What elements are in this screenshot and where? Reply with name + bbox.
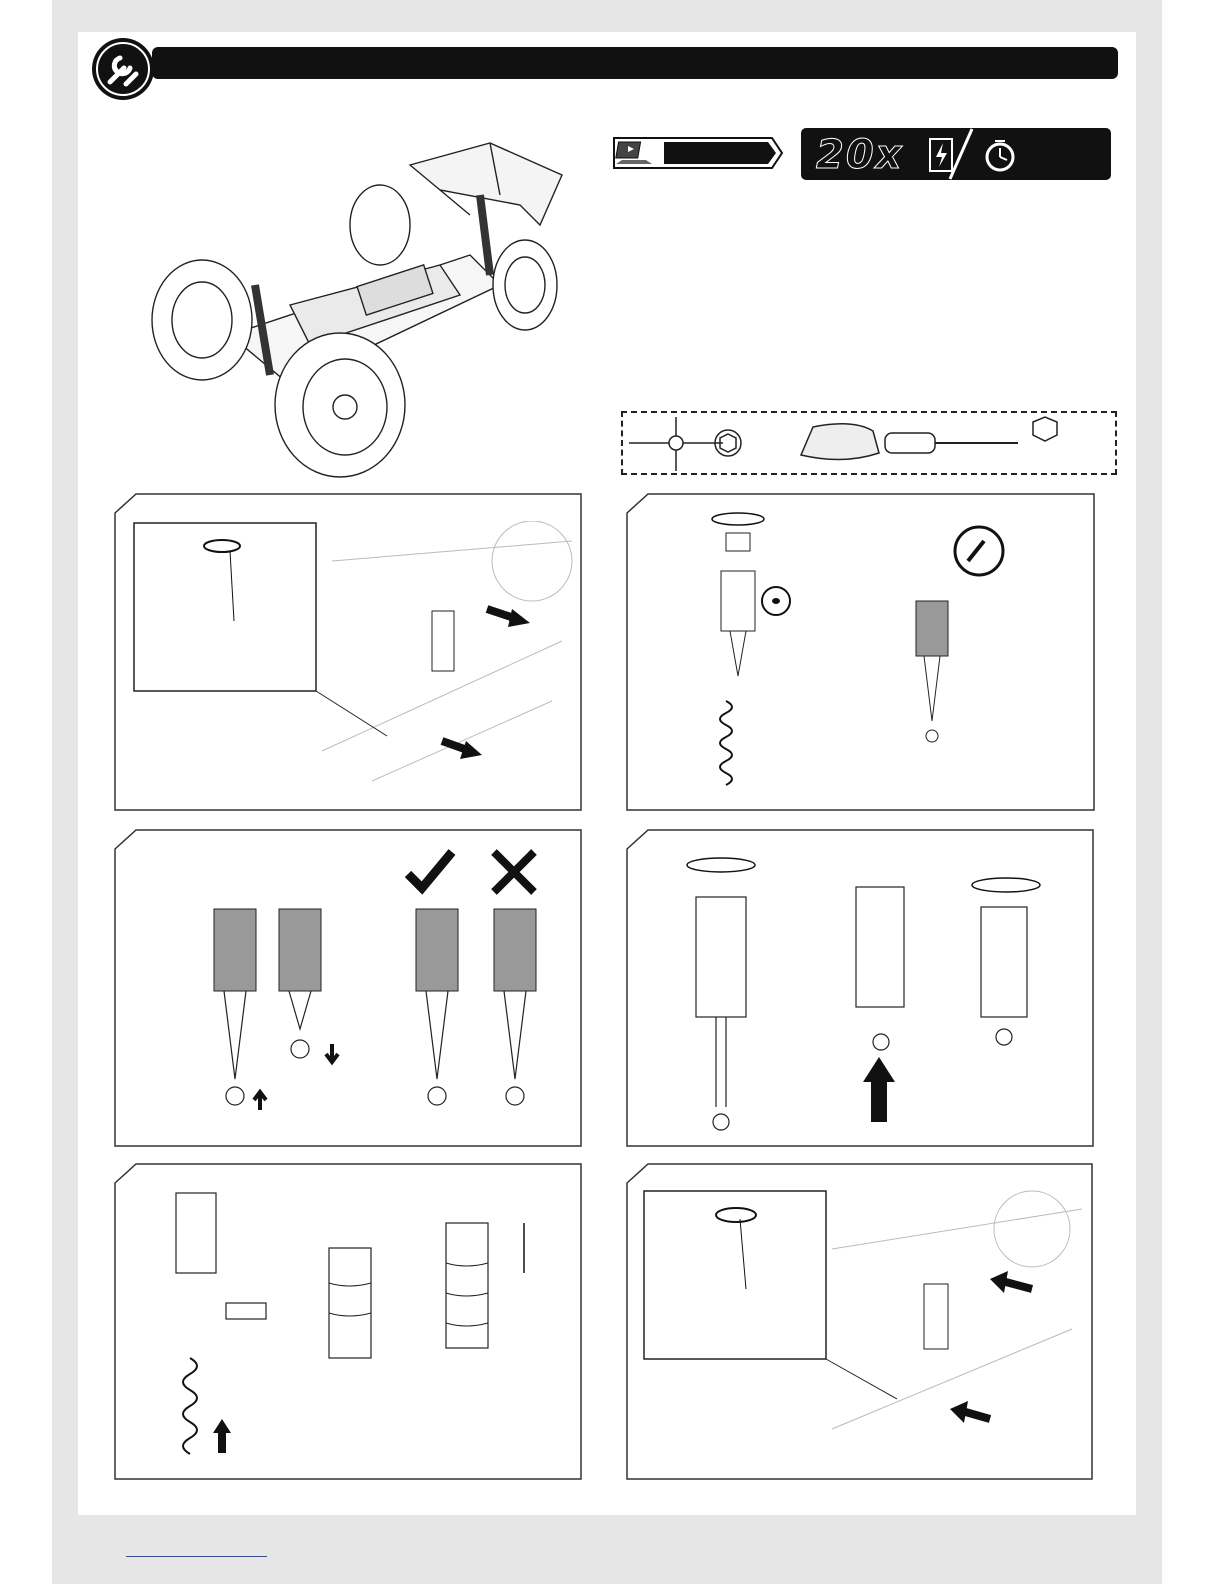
cross-wrench-icon [629, 417, 723, 471]
step-panel-6 [626, 1163, 1094, 1481]
required-tools-box [621, 411, 1117, 475]
step-panel-3 [114, 829, 583, 1148]
wrench-badge-icon [90, 36, 156, 102]
header-bar [152, 47, 1118, 79]
oil-bottle-icon [955, 527, 1003, 575]
interval-count: 20x [816, 132, 904, 178]
step-panel-4 [626, 829, 1095, 1148]
step-4-illustration [681, 847, 1081, 1137]
step-3-illustration [204, 844, 564, 1139]
footer-link[interactable] [126, 1556, 267, 1557]
maintenance-interval-badge [800, 127, 1112, 181]
screwdriver-icon [885, 433, 1018, 453]
step-2-illustration [706, 511, 1046, 801]
checkmark-icon [408, 852, 452, 888]
cloth-rag-icon [801, 424, 879, 460]
buggy-illustration [140, 135, 570, 485]
step-panel-2 [626, 493, 1096, 812]
arrow-in-icon [950, 1271, 1032, 1423]
step-6-illustration [642, 1189, 1087, 1469]
video-badge[interactable] [612, 134, 784, 172]
step-1-illustration [132, 521, 577, 801]
rotate-ccw-icon [712, 513, 764, 525]
step-panel-5 [114, 1163, 583, 1481]
cross-icon [494, 852, 534, 892]
step-panel-1 [114, 493, 583, 812]
hex-size-icon [1033, 417, 1057, 441]
arrow-out-icon [442, 609, 530, 759]
step-5-illustration [164, 1173, 554, 1473]
